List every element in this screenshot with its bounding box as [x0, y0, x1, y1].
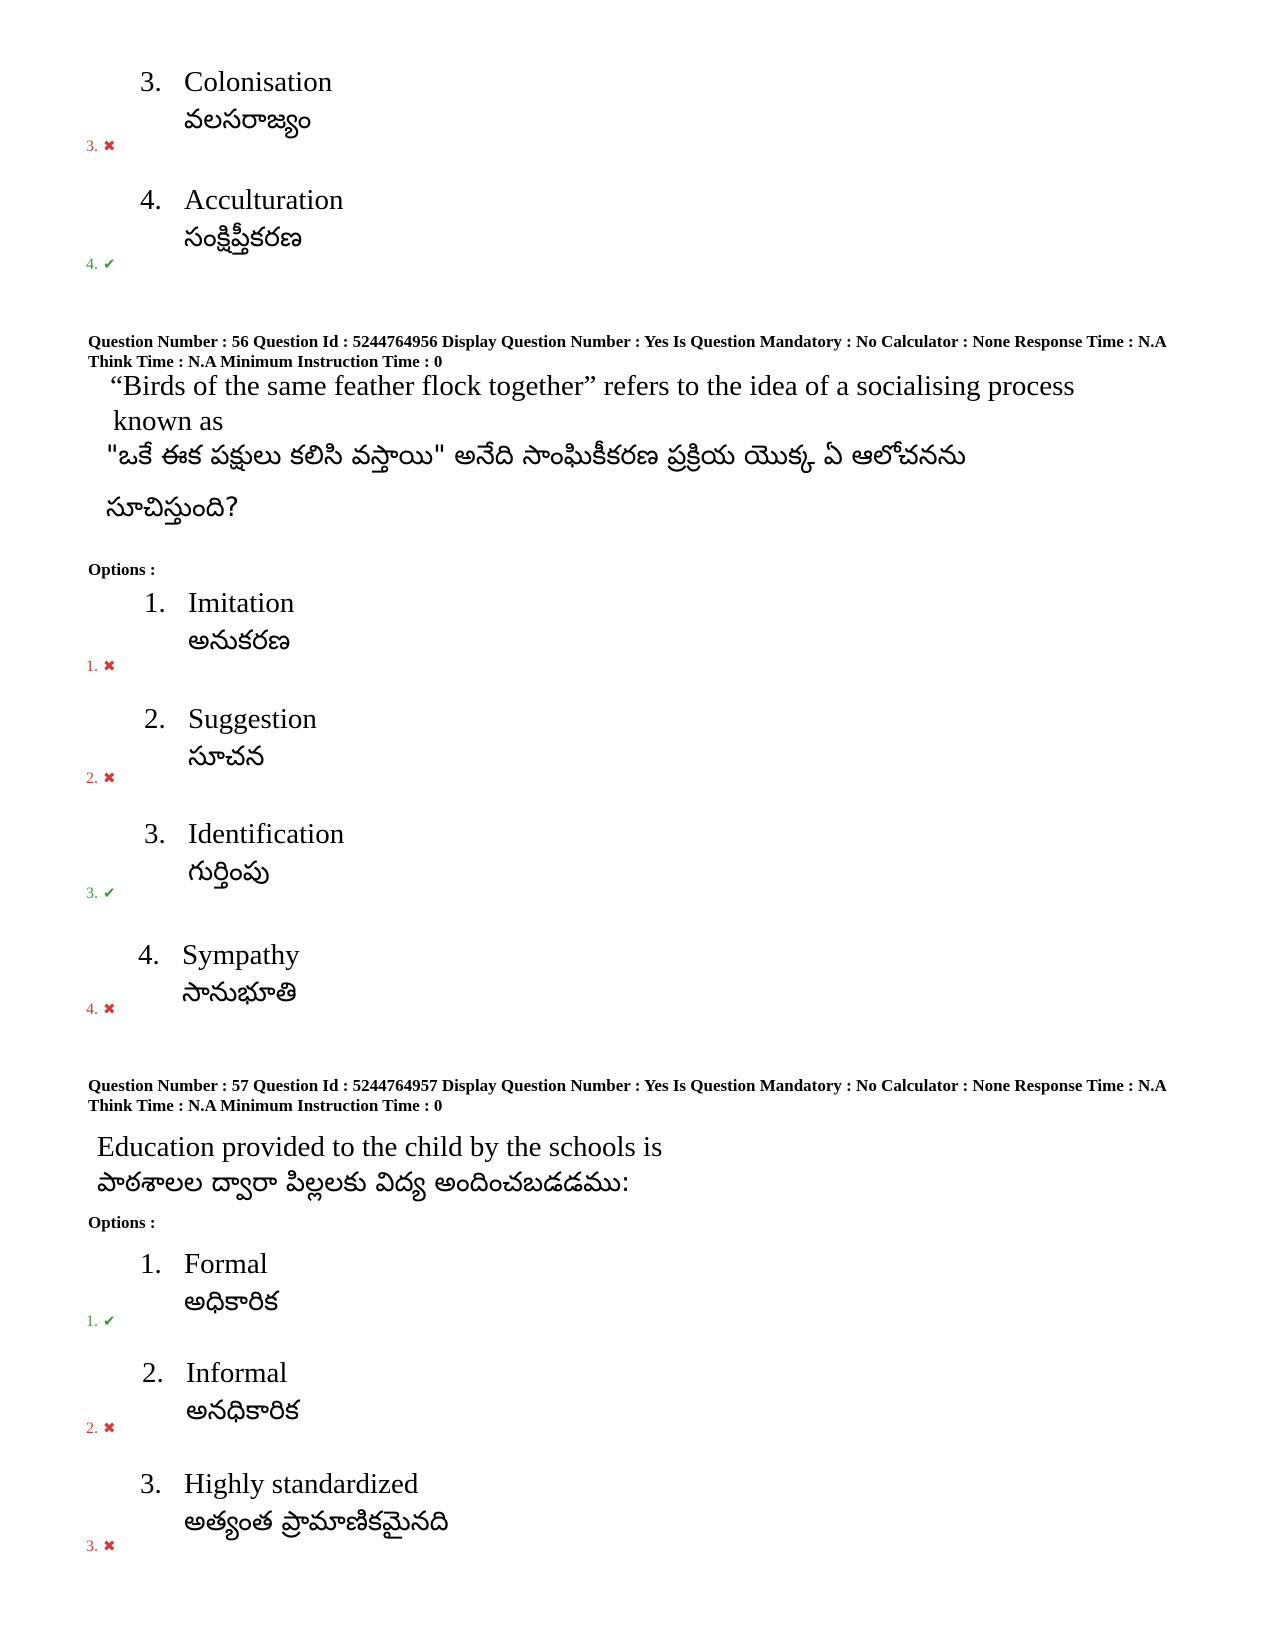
option-text-te: వలసరాజ్యం — [184, 104, 312, 135]
option-marker: 3. ✖ — [86, 1537, 116, 1555]
question-text-te: పాఠశాలల ద్వారా పిల్లలకు విద్య అందించబడడము: — [97, 1167, 631, 1198]
option-number: 3. — [140, 1468, 162, 1500]
option-text-te: సానుభూతి — [182, 977, 297, 1008]
wrong-icon: ✖ — [103, 769, 116, 787]
option-text-en: Informal — [186, 1357, 288, 1389]
options-label: Options : — [88, 560, 156, 579]
option-number: 2. — [144, 703, 166, 735]
question-text-en: “Birds of the same feather flock together” refers to the idea of a socialising process — [110, 370, 1075, 402]
option-number: 2. — [142, 1357, 164, 1389]
question-text-en: known as — [113, 405, 224, 437]
option-number: 3. — [144, 818, 166, 850]
option-marker: 2. ✖ — [86, 769, 116, 787]
question-text-en: Education provided to the child by the schools is — [97, 1131, 663, 1163]
option-text-en: Formal — [184, 1248, 268, 1280]
check-icon: ✔ — [103, 884, 116, 902]
option-marker: 3. ✔ — [86, 884, 116, 902]
option-text-te: అనుకరణ — [188, 625, 291, 656]
wrong-icon: ✖ — [103, 137, 116, 155]
question-meta: Question Number : 57 Question Id : 5244764957 Display Question Number : Yes Is Question Mandatory : No Calculator : None Response Time : N.A Think Time : N.A Minimum Instruction Time : 0 — [88, 1076, 1166, 1115]
option-number: 3. — [140, 66, 162, 98]
wrong-icon: ✖ — [103, 657, 116, 675]
option-text-en: Acculturation — [184, 184, 344, 216]
option-text-te: అధికారిక — [184, 1286, 279, 1317]
wrong-icon: ✖ — [103, 1419, 116, 1437]
option-marker: 4. ✖ — [86, 1000, 116, 1018]
wrong-icon: ✖ — [103, 1537, 116, 1555]
option-text-te: గుర్తింపు — [188, 856, 270, 887]
option-text-en: Colonisation — [184, 66, 333, 98]
option-number: 4. — [140, 184, 162, 216]
option-marker: 1. ✖ — [86, 657, 116, 675]
option-text-en: Identification — [188, 818, 345, 850]
check-icon: ✔ — [103, 1312, 116, 1330]
options-label: Options : — [88, 1213, 156, 1232]
option-text-en: Imitation — [188, 587, 295, 619]
option-text-te: సూచన — [188, 741, 265, 772]
option-marker: 3. ✖ — [86, 137, 116, 155]
option-text-te: అనధికారిక — [186, 1395, 300, 1426]
option-number: 4. — [138, 939, 160, 971]
option-text-en: Suggestion — [188, 703, 317, 735]
question-meta: Question Number : 56 Question Id : 5244764956 Display Question Number : Yes Is Question Mandatory : No Calculator : None Response Time : N.A Think Time : N.A Minimum Instruction Time : 0 — [88, 332, 1166, 371]
option-text-en: Sympathy — [182, 939, 300, 971]
option-marker: 1. ✔ — [86, 1312, 116, 1330]
option-marker: 4. ✔ — [86, 255, 116, 273]
question-text-te: సూచిస్తుంది? — [106, 492, 240, 523]
option-number: 1. — [140, 1248, 162, 1280]
question-text-te: "ఒకే ఈక పక్షులు కలిసి వస్తాయి" అనేది సాంఘికీకరణ ప్రక్రియ యొక్క ఏ ఆలోచనను — [106, 440, 966, 471]
option-text-te: అత్యంత ప్రామాణికమైనది — [184, 1506, 449, 1537]
check-icon: ✔ — [103, 255, 116, 273]
option-number: 1. — [144, 587, 166, 619]
wrong-icon: ✖ — [103, 1000, 116, 1018]
option-marker: 2. ✖ — [86, 1419, 116, 1437]
option-text-te: సంక్షిప్తీకరణ — [184, 222, 303, 253]
option-text-en: Highly standardized — [184, 1468, 419, 1500]
